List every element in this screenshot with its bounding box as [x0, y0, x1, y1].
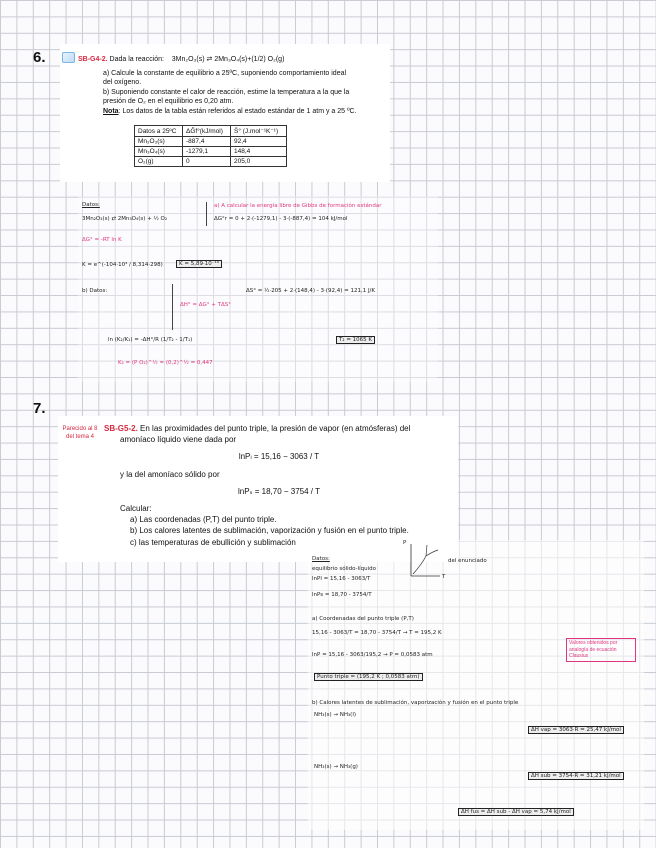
- hw-6-reaction: 3Mn₂O₃(s) ⇄ 2Mn₃O₄(s) + ½ O₂: [82, 216, 168, 222]
- problem-6-data-table: [134, 125, 287, 167]
- problem-7-calc: Calcular:: [120, 503, 152, 513]
- hw-7-eq-type: equilibrio sólido-líquido: [312, 566, 376, 572]
- problem-7-equation-solid: lnPₛ = 18,70 − 3754 / T: [237, 486, 320, 496]
- hw-6-deltaG: ΔG°r = 0 + 2·(-1279,1) - 3·(-887,4) = 104 kJ/mol: [214, 216, 348, 222]
- problem-7-number: 7.: [33, 400, 46, 417]
- problem-6-number: 6.: [33, 49, 46, 66]
- table-row: [135, 147, 287, 157]
- divider: [206, 202, 207, 226]
- problem-6-handwritten-solution: [78, 196, 438, 382]
- hw-6-vanthoff: ln (K₂/K₁) = -ΔH°/R (1/T₂ - 1/T₁): [108, 337, 193, 343]
- hw-7-datos: Datos:: [312, 556, 330, 562]
- hw-7-axis-T: T: [442, 574, 446, 580]
- table-row: [135, 137, 287, 147]
- hw-7-note: Valores obtenidos por analogía de ecuación Clausius: [566, 638, 636, 662]
- table-header-cell: ΔḠf°(kJ/mol): [183, 126, 231, 137]
- problem-7-question-a: a) Las coordenadas (P,T) del punto triple.: [130, 515, 277, 525]
- hw-7-sublimation: NH₃(s) → NH₃(g): [314, 764, 358, 770]
- table-header-row: [135, 126, 287, 137]
- table-cell: 0: [183, 157, 231, 167]
- table-cell: Mn₂O₃(s): [135, 137, 183, 147]
- problem-6-question-a-line1: a) Calcule la constante de equilibrio a 25ºC, suponiendo comportamiento ideal: [103, 70, 347, 77]
- table-header-cell: Datos a 25ºC: [135, 126, 183, 137]
- hw-7-axis-P: P: [403, 540, 407, 546]
- hw-6-K-expr: K = e^(-104·10³ / 8,314·298): [82, 262, 163, 268]
- phase-diagram-sketch: [408, 542, 442, 580]
- table-cell: 92,4: [231, 137, 287, 147]
- hw-7-dH-sub: ΔH sub = 3754·R = 31,21 kJ/mol: [528, 772, 624, 780]
- hw-6-formula: ΔG° = -RT ln K: [82, 237, 122, 243]
- table-cell: Mn₃O₄(s): [135, 147, 183, 157]
- problem-7-handwritten-solution: [308, 540, 644, 830]
- problem-6-question-a-line2: del oxígeno.: [103, 79, 142, 87]
- problem-7-question-c: c) las temperaturas de ebullición y sublimación: [130, 537, 296, 547]
- problem-7-side-label: Parecido al 8 del tema 4: [62, 426, 98, 440]
- problem-7-code: SB-G5-2.: [104, 424, 138, 433]
- hw-6-deltaH: ΔH° = ΔG° + TΔS°: [180, 302, 231, 308]
- problem-6-note-label: Nota: [103, 107, 119, 115]
- problem-6-code: SB-G4-2.: [78, 56, 108, 63]
- table-cell: 148,4: [231, 147, 287, 157]
- hw-7-P-triple: lnP = 15,16 - 3063/195,2 → P = 0,0583 atm: [312, 652, 433, 658]
- hw-6-K2: K₂ = (P O₂)^½ = (0,2)^½ = 0,447: [118, 360, 213, 366]
- hw-7-lnPs: lnPs = 18,70 - 3754/T: [312, 592, 372, 598]
- hw-7-part-a: a) Coordenadas del punto triple (P,T): [312, 616, 414, 622]
- problem-6-intro: Dada la reacción:: [109, 56, 164, 63]
- hw-6-deltaS: ΔS° = ½·205 + 2·(148,4) - 3·(92,4) = 121,1 J/K: [246, 288, 376, 294]
- problem-7-text-line2: amoníaco líquido viene dada por: [120, 435, 237, 445]
- hw-6-datos: Datos:: [82, 202, 100, 208]
- problem-7-equation-liquid: lnPₗ = 15,16 − 3063 / T: [238, 452, 320, 462]
- problem-6-note: [103, 107, 388, 116]
- tag-icon: [62, 52, 75, 63]
- hw-6-part-b: b) Datos:: [82, 288, 108, 294]
- table-cell: 205,0: [231, 157, 287, 167]
- table-cell: O₂(g): [135, 157, 183, 167]
- problem-6-question-b-line1: b) Suponiendo constante el calor de reacción, estime la temperatura a la que la: [103, 88, 350, 96]
- problem-6-question-b-line2: presión de O₂ en el equilibrio es 0,20 atm.: [103, 98, 234, 106]
- hw-7-T-triple: 15,16 - 3063/T = 18,70 - 3754/T → T = 195,2 K: [312, 630, 442, 636]
- table-cell: -1279,1: [183, 147, 231, 157]
- hw-7-dH-vap: ΔH vap = 3063·R = 25,47 kJ/mol: [528, 726, 624, 734]
- table-row: [135, 157, 287, 167]
- hw-7-lnPl: lnPl = 15,16 - 3063/T: [312, 576, 371, 582]
- problem-7-text-line1: En las proximidades del punto triple, la presión de vapor (en atmósferas) del: [140, 424, 411, 433]
- problem-6-reaction: 3Mn₂O₃(s) ⇄ 2Mn₃O₄(s)+(1/2) O₂(g): [171, 56, 285, 63]
- hw-6-K-result: K = 5,89·10⁻¹⁹: [176, 260, 222, 268]
- table-header-cell: S̄° (J.mol⁻¹K⁻¹): [231, 126, 287, 137]
- hw-7-diagram-label: del enunciado: [448, 558, 487, 564]
- hw-6-part-a: a) A calcular la energía libre de Gibbs de formación estándar: [214, 203, 382, 209]
- problem-7-question-b: b) Los calores latentes de sublimación, vaporización y fusión en el punto triple.: [130, 526, 409, 536]
- problem-6-statement: [60, 44, 390, 182]
- divider: [172, 284, 173, 330]
- problem-7-text-line3: y la del amoníaco sólido por: [120, 469, 220, 479]
- hw-7-triple-point: Punto triple = (195,2 K ; 0,0583 atm): [314, 673, 423, 681]
- hw-6-T2-result: T₂ = 1065 K: [336, 336, 375, 344]
- table-cell: -887,4: [183, 137, 231, 147]
- hw-7-part-b: b) Calores latentes de sublimación, vaporización y fusión en el punto triple: [312, 700, 519, 706]
- hw-7-dH-fus: ΔH fus = ΔH sub - ΔH vap = 5,74 kJ/mol: [458, 808, 574, 816]
- problem-6-note-text: : Los datos de la tabla están referidos al estado estándar de 1 atm y a 25 ºC.: [118, 107, 357, 115]
- hw-7-fusion: NH₃(s) → NH₃(l): [314, 712, 356, 718]
